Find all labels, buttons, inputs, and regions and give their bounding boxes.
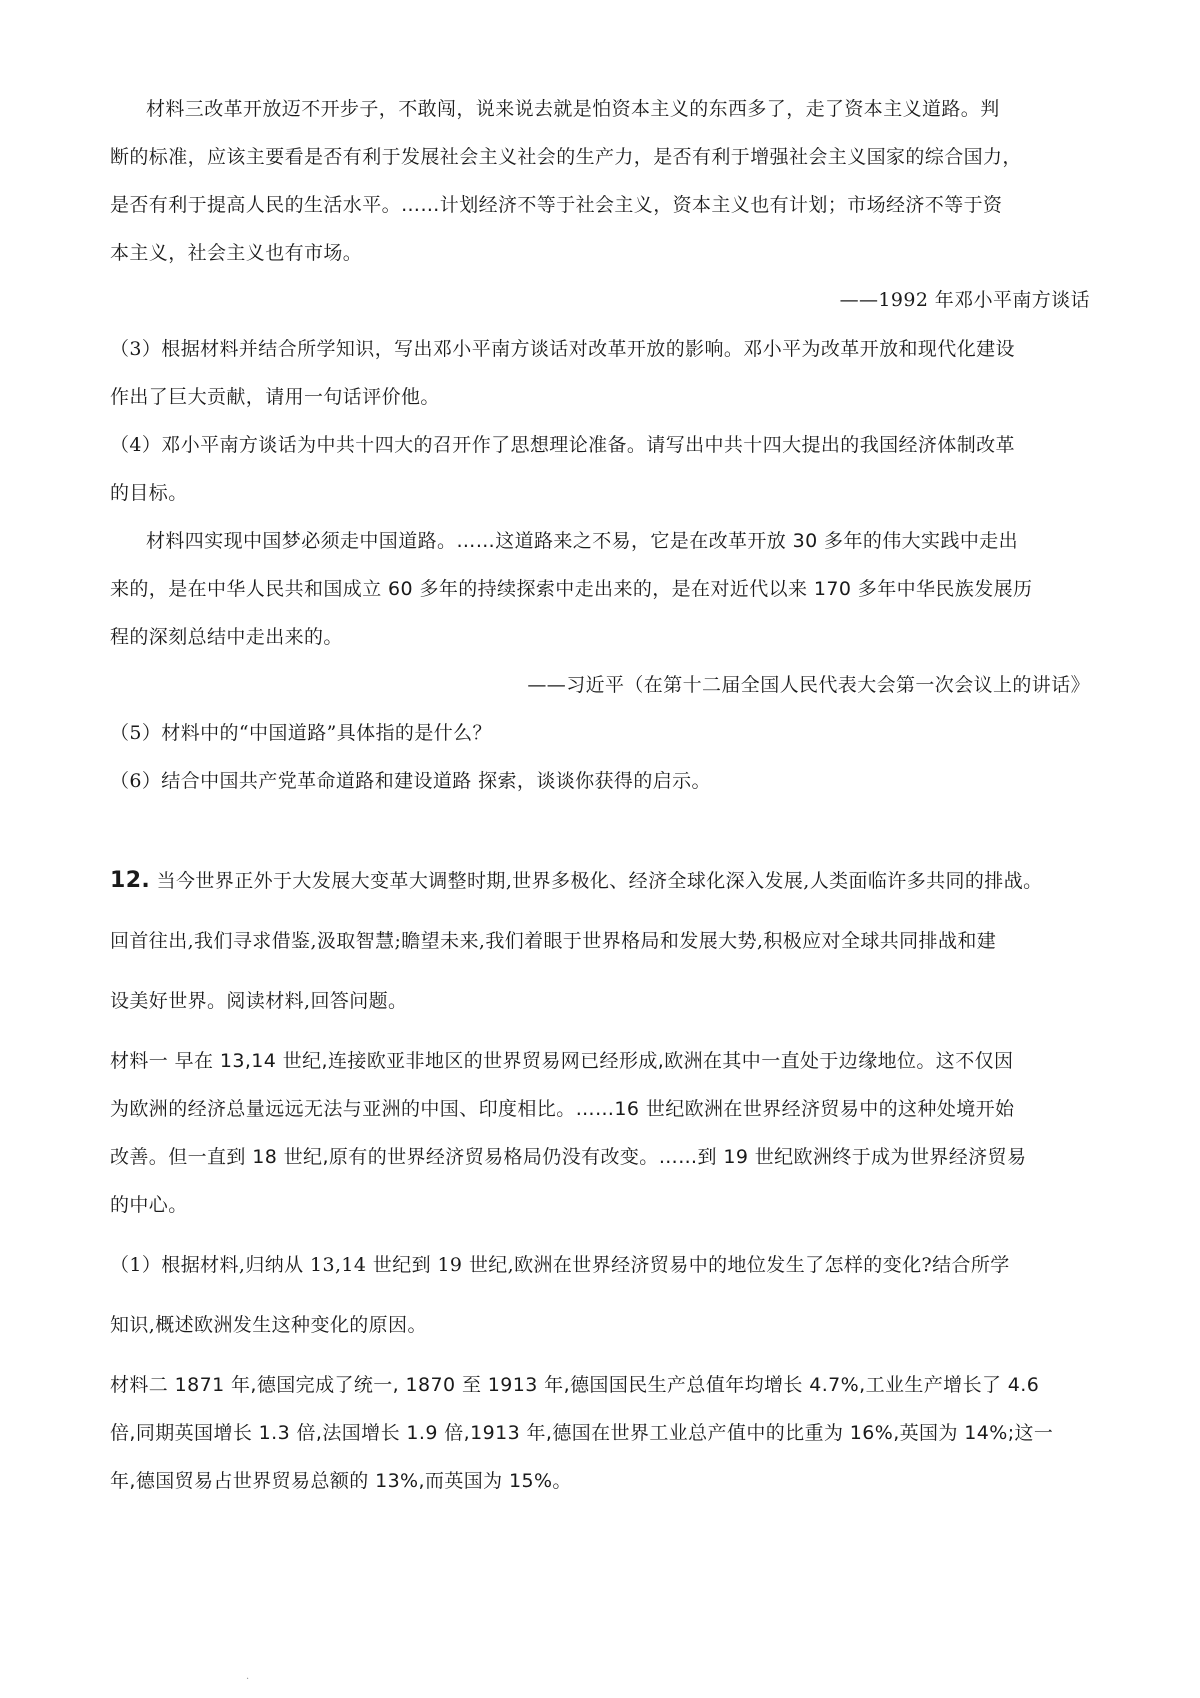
question12-line-2: 回首往出,我们寻求借鉴,汲取智慧;瞻望未来,我们着眼于世界格局和发展大势,积极应对全球共同排战和建	[110, 930, 997, 952]
material3-line-4: 本主义，社会主义也有市场。	[110, 242, 363, 264]
q4-line-1: （4）邓小平南方谈话为中共十四大的召开作了思想理论准备。请写出中共十四大提出的我国经济体制改革	[110, 434, 1015, 456]
material3-line-3: 是否有利于提高人民的生活水平。……计划经济不等于社会主义，资本主义也有计划；市场经济不等于资	[110, 194, 1003, 216]
material1-line-3: 改善。但一直到 18 世纪,原有的世界经济贸易格局仍没有改变。……到 19 世纪欧洲终于成为世界经济贸易	[110, 1146, 1027, 1168]
material1-line-2: 为欧洲的经济总量远远无法与亚洲的中国、印度相比。……16 世纪欧洲在世界经济贸易中的这种处境开始	[110, 1098, 1015, 1120]
question12-line-1: 当今世界正外于大发展大变革大调整时期,世界多极化、经济全球化深入发展,人类面临许多共同的排战。	[150, 870, 1043, 892]
q3-line-1: （3）根据材料并结合所学知识，写出邓小平南方谈话对改革开放的影响。邓小平为改革开放和现代化建设	[110, 338, 1015, 360]
question12-number: 12.	[110, 868, 151, 893]
material2-line-1: 材料二 1871 年,德国完成了统一, 1870 至 1913 年,德国国民生产总值年均增长 4.7%,工业生产增长了 4.6	[110, 1374, 1040, 1396]
material3-line-1: 材料三改革开放迈不开步子，不敢闯，说来说去就是怕资本主义的东西多了，走了资本主义道路。判	[146, 98, 1000, 120]
q6-text: （6）结合中国共产党革命道路和建设道路 探索，谈谈你获得的启示。	[110, 770, 711, 792]
material3-source: ——1992 年邓小平南方谈话	[839, 289, 1090, 311]
q12-1-line-1: （1）根据材料,归纳从 13,14 世纪到 19 世纪,欧洲在世界经济贸易中的地位发生了怎样的变化?结合所学	[110, 1254, 1010, 1276]
q5-text: （5）材料中的“中国道路”具体指的是什么？	[110, 722, 492, 744]
material2-line-3: 年,德国贸易占世界贸易总额的 13%,而英国为 15%。	[110, 1470, 572, 1492]
footer-dot-mark: ·	[246, 1674, 250, 1685]
material4-line-1: 材料四实现中国梦必须走中国道路。……这道路来之不易，它是在改革开放 30 多年的伟大实践中走出	[146, 530, 1019, 552]
material4-line-3: 程的深刻总结中走出来的。	[110, 626, 343, 648]
material1-line-1: 材料一 早在 13,14 世纪,连接欧亚非地区的世界贸易网已经形成,欧洲在其中一直处于边缘地位。这不仅因	[110, 1050, 1014, 1072]
question12-first-line	[110, 868, 1043, 894]
material2-line-2: 倍,同期英国增长 1.3 倍,法国增长 1.9 倍,1913 年,德国在世界工业总产值中的比重为 16%,英国为 14%;这一	[110, 1422, 1054, 1444]
q4-line-2: 的目标。	[110, 482, 188, 504]
q3-line-2: 作出了巨大贡献，请用一句话评价他。	[110, 386, 440, 408]
material1-line-4: 的中心。	[110, 1194, 188, 1216]
material3-line-2: 断的标准，应该主要看是否有利于发展社会主义社会的生产力，是否有利于增强社会主义国家的综合国力，	[110, 146, 1022, 168]
q12-1-line-2: 知识,概述欧洲发生这种变化的原因。	[110, 1314, 427, 1336]
question12-line-3: 设美好世界。阅读材料,回答问题。	[110, 990, 408, 1012]
material4-line-2: 来的，是在中华人民共和国成立 60 多年的持续探索中走出来的，是在对近代以来 170 多年中华民族发展历	[110, 578, 1033, 600]
material4-source: ——习近平（在第十二届全国人民代表大会第一次会议上的讲话》	[527, 674, 1090, 696]
